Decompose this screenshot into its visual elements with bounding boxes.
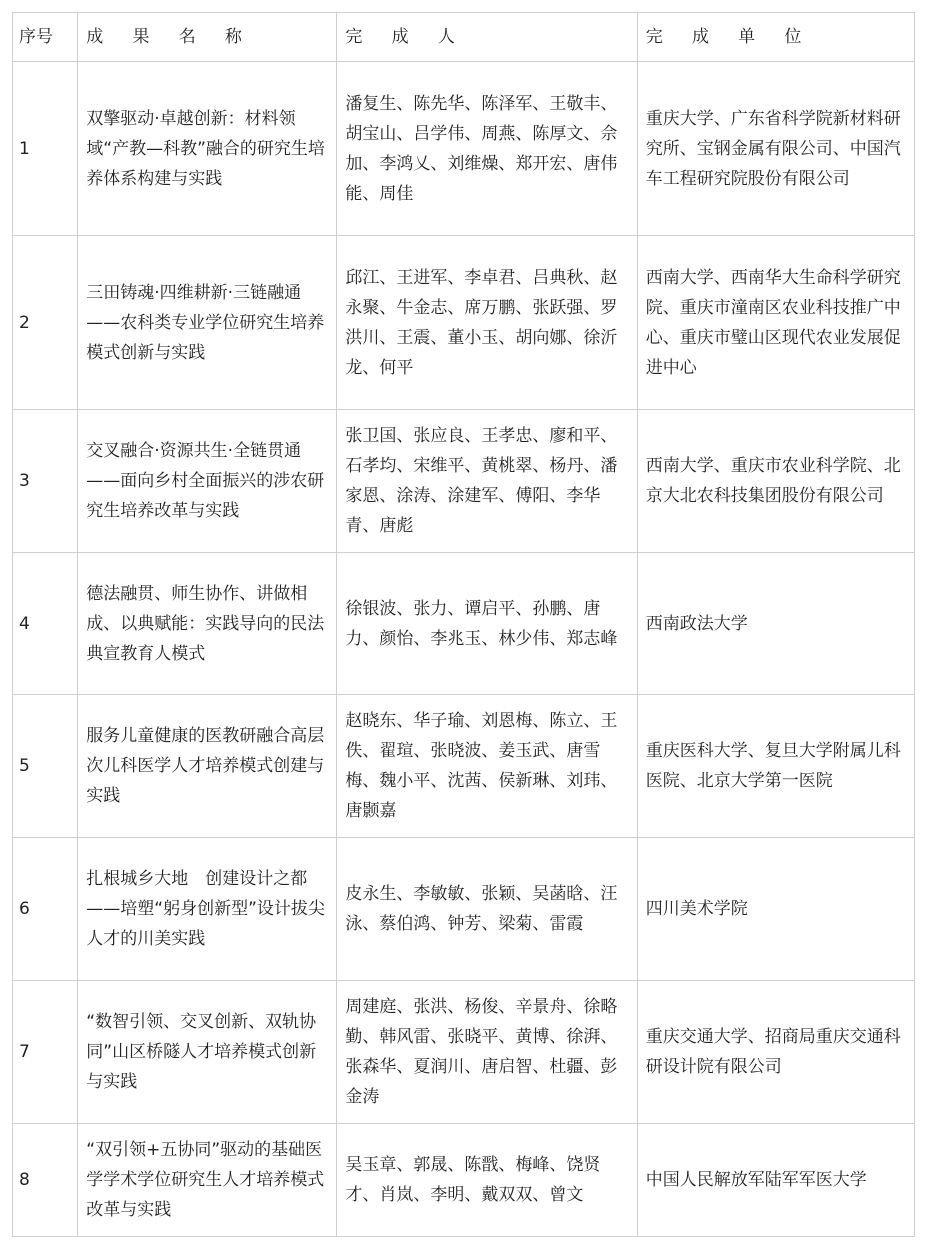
table-row bbox=[13, 1124, 915, 1237]
row-org: 西南政法大学 bbox=[637, 553, 914, 695]
row-title: 服务儿童健康的医教研融合高层次儿科医学人才培养模式创建与实践 bbox=[78, 695, 337, 838]
row-org: 重庆医科大学、复旦大学附属儿科医院、北京大学第一医院 bbox=[637, 695, 914, 838]
row-people: 徐银波、张力、谭启平、孙鹏、唐力、颜怡、李兆玉、林少伟、郑志峰 bbox=[337, 553, 637, 695]
header-no: 序号 bbox=[13, 13, 78, 62]
row-people: 潘复生、陈先华、陈泽军、王敬丰、胡宝山、吕学伟、周燕、陈厚文、佘加、李鸿乂、刘维燥、郑开宏、唐伟能、周佳 bbox=[337, 62, 637, 236]
row-no: 5 bbox=[13, 695, 78, 838]
header-title: 成 果 名 称 bbox=[78, 13, 337, 62]
header-org: 完 成 单 位 bbox=[637, 13, 914, 62]
row-org: 重庆交通大学、招商局重庆交通科研设计院有限公司 bbox=[637, 981, 914, 1124]
table-header-row bbox=[13, 13, 915, 62]
row-no: 6 bbox=[13, 838, 78, 981]
row-org: 四川美术学院 bbox=[637, 838, 914, 981]
row-people: 张卫国、张应良、王孝忠、廖和平、石孝均、宋维平、黄桃翠、杨丹、潘家恩、涂涛、涂建军、傅阳、李华青、唐彪 bbox=[337, 410, 637, 553]
table-row bbox=[13, 838, 915, 981]
row-people: 皮永生、李敏敏、张颖、吴菡晗、汪泳、蔡伯鸿、钟芳、梁菊、雷霞 bbox=[337, 838, 637, 981]
row-no: 4 bbox=[13, 553, 78, 695]
row-title: “双引领+五协同”驱动的基础医学学术学位研究生人才培养模式改革与实践 bbox=[78, 1124, 337, 1237]
table-row bbox=[13, 981, 915, 1124]
table-row bbox=[13, 553, 915, 695]
row-no: 7 bbox=[13, 981, 78, 1124]
row-people: 周建庭、张洪、杨俊、辛景舟、徐略勤、韩风雷、张晓平、黄博、徐湃、张森华、夏润川、唐启智、杜疆、彭金涛 bbox=[337, 981, 637, 1124]
row-title: 扎根城乡大地 创建设计之都——培塑“躬身创新型”设计拔尖人才的川美实践 bbox=[78, 838, 337, 981]
row-title: 双擎驱动·卓越创新：材料领域“产教—科教”融合的研究生培养体系构建与实践 bbox=[78, 62, 337, 236]
row-org: 西南大学、西南华大生命科学研究院、重庆市潼南区农业科技推广中心、重庆市璧山区现代农业发展促进中心 bbox=[637, 236, 914, 410]
table-row bbox=[13, 62, 915, 236]
row-title: “数智引领、交叉创新、双轨协同”山区桥隧人才培养模式创新与实践 bbox=[78, 981, 337, 1124]
row-no: 1 bbox=[13, 62, 78, 236]
row-people: 邱江、王进军、李卓君、吕典秋、赵永聚、牛金志、席万鹏、张跃强、罗洪川、王震、董小玉、胡向娜、徐沂龙、何平 bbox=[337, 236, 637, 410]
table-row bbox=[13, 236, 915, 410]
row-no: 2 bbox=[13, 236, 78, 410]
header-people: 完 成 人 bbox=[337, 13, 637, 62]
row-title: 交叉融合·资源共生·全链贯通——面向乡村全面振兴的涉农研究生培养改革与实践 bbox=[78, 410, 337, 553]
row-no: 3 bbox=[13, 410, 78, 553]
achievement-table bbox=[12, 12, 915, 1237]
table-row bbox=[13, 695, 915, 838]
row-org: 中国人民解放军陆军军医大学 bbox=[637, 1124, 914, 1237]
row-title: 三田铸魂·四维耕新·三链融通——农科类专业学位研究生培养模式创新与实践 bbox=[78, 236, 337, 410]
row-title: 德法融贯、师生协作、讲做相成、以典赋能：实践导向的民法典宣教育人模式 bbox=[78, 553, 337, 695]
table-row bbox=[13, 410, 915, 553]
row-no: 8 bbox=[13, 1124, 78, 1237]
row-org: 重庆大学、广东省科学院新材料研究所、宝钢金属有限公司、中国汽车工程研究院股份有限公司 bbox=[637, 62, 914, 236]
row-people: 吴玉章、郭晟、陈戬、梅峰、饶贤才、肖岚、李明、戴双双、曾文 bbox=[337, 1124, 637, 1237]
row-org: 西南大学、重庆市农业科学院、北京大北农科技集团股份有限公司 bbox=[637, 410, 914, 553]
row-people: 赵晓东、华子瑜、刘恩梅、陈立、王佚、翟瑄、张晓波、姜玉武、唐雪梅、魏小平、沈茜、侯新琳、刘玮、唐颢嘉 bbox=[337, 695, 637, 838]
